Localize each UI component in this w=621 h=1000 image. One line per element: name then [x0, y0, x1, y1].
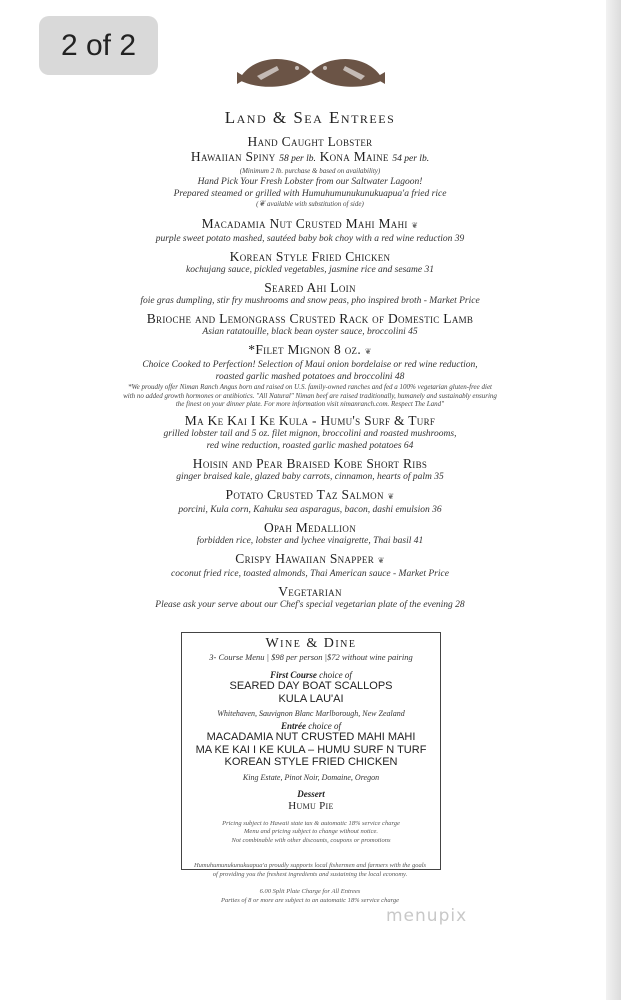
filet-fine-print: with no added growth hormones or antibiotics. "All Natural" Niman beef are raised traditionally, humanely and sustainably ensuring: [123, 391, 497, 400]
item-desc: forbidden rice, lobster and lychee vinaigrette, Thai basil 41: [196, 535, 424, 546]
course-heading: Dessert: [297, 788, 325, 799]
item-name: Vegetarian: [278, 583, 342, 599]
item-name: Macadamia Nut Crusted Mahi Mahi: [201, 216, 408, 231]
menu-item: [20, 280, 600, 307]
leaf-icon: ❦: [258, 198, 266, 208]
leaf-icon: ❦: [377, 555, 385, 565]
wine-pairing: King Estate, Pinot Noir, Domaine, Oregon: [242, 772, 380, 782]
item-desc: red wine reduction, roasted garlic mashed potatoes 64: [206, 440, 414, 451]
lobster-item: [20, 134, 600, 208]
menu-item: [20, 311, 600, 338]
item-desc: porcini, Kula corn, Kahuku sea asparagus, bacon, dashi emulsion 36: [178, 504, 442, 515]
footer-notes: [110, 862, 510, 905]
item-name: *Filet Mignon 8 oz.: [248, 342, 361, 357]
course-heading: First Course choice of: [270, 670, 352, 680]
item-name: Hoisin and Pear Braised Kobe Short Ribs: [192, 455, 428, 471]
item-desc: grilled lobster tail and 5 oz. filet mignon, broccolini and roasted mushrooms,: [163, 428, 457, 439]
item-name: Crispy Hawaiian Snapper: [235, 550, 374, 566]
menu-item: [20, 216, 600, 245]
item-name: Hand Caught Lobster: [247, 134, 373, 149]
pricing-note: Menu and pricing subject to change without notice.: [244, 828, 378, 835]
footer-line: of providing you the freshest ingredients and sustaining the local economy.: [212, 870, 408, 878]
filet-fine-print: *We proudly offer Niman Ranch Angus born and raised on U.S. family-owned ranches and fed a 100% vegetarian gluten-free diet: [127, 383, 493, 391]
item-name: Potato Crusted Taz Salmon: [225, 486, 384, 502]
fish-pair-logo-icon: [237, 50, 385, 92]
wine-dine-subtitle: 3- Course Menu | $98 per person |$72 without wine pairing: [209, 652, 413, 662]
item-name: Ma Ke Kai I Ke Kula - Humu's Surf & Turf: [184, 412, 436, 428]
menu-item: [20, 520, 600, 547]
item-name: Seared Ahi Loin: [264, 280, 356, 295]
course-dish: KULA LAU'AI: [278, 692, 344, 705]
item-desc: ginger braised kale, glazed baby carrots, cinnamon, hearts of palm 35: [176, 471, 444, 482]
leaf-icon: ❦: [411, 221, 419, 230]
item-desc: roasted garlic mashed potatoes and broccolini 48: [215, 372, 405, 382]
wine-pairing: Whitehaven, Sauvignon Blanc Marlborough, New Zealand: [217, 709, 405, 718]
wine-dine-title: Wine & Dine: [265, 636, 357, 651]
pricing-note: Pricing subject to Hawaii state tax & automatic 18% service charge: [222, 819, 400, 827]
item-desc: foie gras dumpling, stir fry mushrooms and snow peas, pho inspired broth - Market Price: [140, 296, 480, 306]
maine-name: Kona Maine: [319, 149, 389, 164]
course-dish: SEARED DAY BOAT SCALLOPS: [229, 680, 393, 692]
lobster-minimum: (Minimum 2 lb. purchase & based on availability): [239, 167, 381, 175]
course-dish: MACADAMIA NUT CRUSTED MAHI MAHI: [206, 731, 416, 743]
course-dish: KOREAN STYLE FRIED CHICKEN: [224, 756, 398, 768]
lobster-options: [20, 149, 600, 167]
item-desc: purple sweet potato mashed, sautéed baby bok choy with a red wine reduction 39: [155, 234, 465, 244]
item-name: Korean Style Fried Chicken: [229, 249, 391, 264]
menu-item: [20, 456, 600, 483]
menu-item: [20, 584, 600, 611]
course-dish: MA KE KAI I KE KULA – HUMU SURF N TURF: [195, 743, 427, 756]
entrees-section: [20, 108, 600, 615]
filet-fine-print: the finest on your dinner plate. For more information visit nimanranch.com. Respect The Land": [175, 400, 445, 408]
page-edge: [606, 0, 621, 1000]
item-desc: Choice Cooked to Perfection! Selection of Maui onion bordelaise or red wine reduction,: [142, 360, 478, 370]
footer-line: Parties of 8 or more are subject to an automatic 18% service charge: [221, 896, 399, 904]
leaf-icon: ❦: [364, 347, 372, 356]
lobster-side-note: (❦ available with substitution of side): [256, 198, 364, 208]
item-desc: Please ask your serve about our Chef's special vegetarian plate of the evening 28: [155, 599, 465, 610]
footer-line: Humuhumunukunukuapua'a proudly supports local fishermen and farmers with the goals: [193, 862, 427, 869]
item-desc: coconut fried rice, toasted almonds, Thai American sauce - Market Price: [171, 568, 449, 579]
item-desc: kochujang sauce, pickled vegetables, jasmine rice and sesame 31: [186, 265, 434, 275]
filet-item: [20, 342, 600, 409]
spiny-name: Hawaiian Spiny: [190, 149, 276, 164]
page-indicator[interactable]: 2 of 2: [39, 16, 158, 75]
course-dish: Humu Pie: [288, 799, 334, 812]
footer-line: 6.00 Split Plate Charge for All Entrees: [259, 888, 361, 895]
maine-price: 54 per lb.: [392, 154, 430, 164]
wine-dine-box: [181, 632, 441, 870]
lobster-pick: Hand Pick Your Fresh Lobster from our Saltwater Lagoon!: [197, 176, 423, 187]
menu-item: [20, 551, 600, 580]
item-desc: Asian ratatouille, black bean oyster sauce, broccolini 45: [202, 327, 418, 337]
surf-turf-item: [20, 413, 600, 452]
pricing-note: Not combinable with other discounts, coupons or promotions: [231, 836, 391, 844]
lobster-prep: Prepared steamed or grilled with Humuhumunukunukuapua'a fried rice: [173, 188, 447, 199]
spiny-price: 58 per lb.: [279, 154, 316, 164]
menu-item: [20, 249, 600, 276]
watermark: menupix: [386, 906, 468, 926]
course-heading: Entrée choice of: [280, 721, 341, 731]
leaf-icon: ❦: [387, 491, 395, 501]
section-title: Land & Sea Entrees: [224, 108, 396, 127]
menu-item: [20, 487, 600, 516]
item-name: Opah Medallion: [264, 519, 356, 535]
item-name: Brioche and Lemongrass Crusted Rack of Domestic Lamb: [146, 311, 474, 326]
